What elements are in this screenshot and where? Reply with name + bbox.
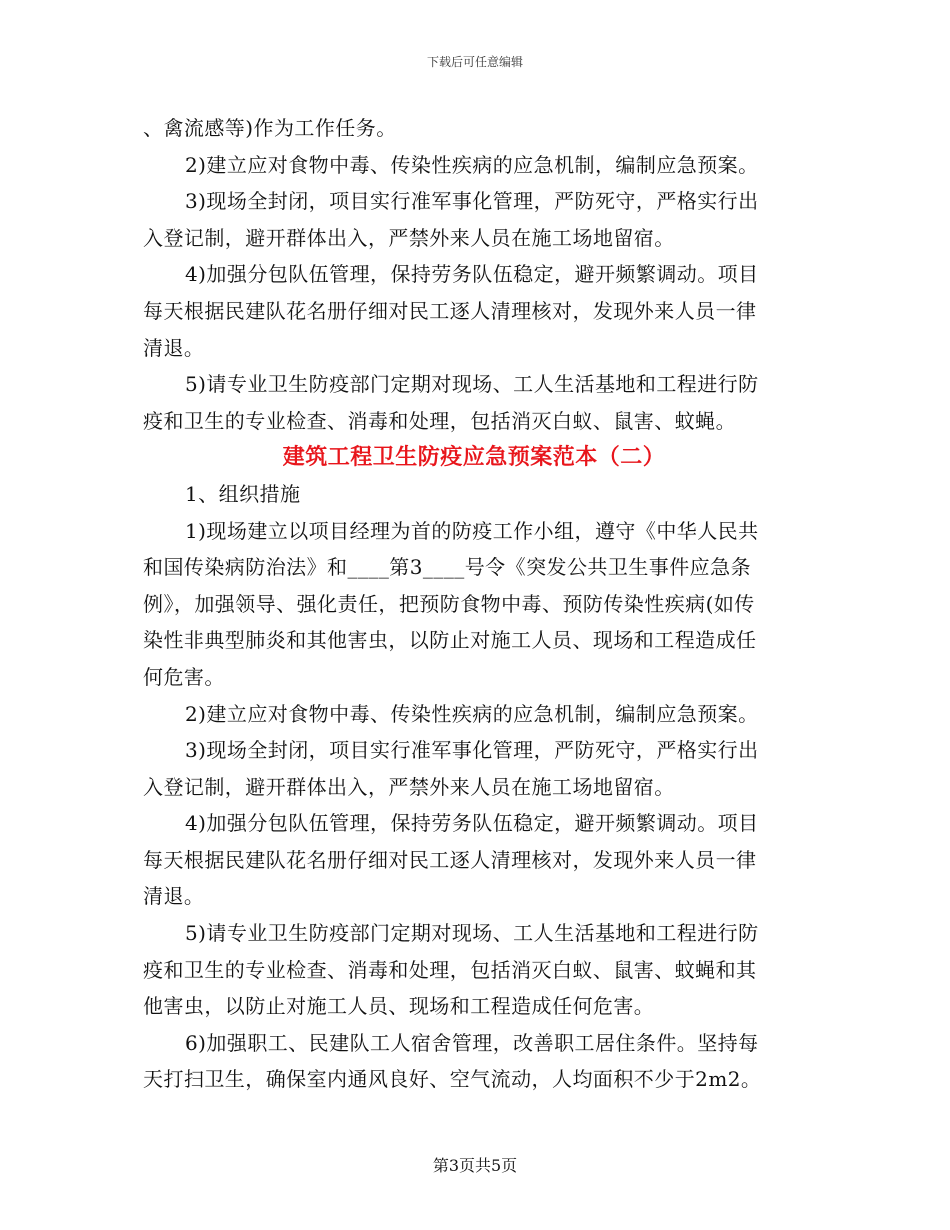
- paragraph-line: 3)现场全封闭，项目实行准军事化管理，严防死守，严格实行出: [185, 738, 759, 763]
- paragraph-line: 染性非典型肺炎和其他害虫，以防止对施工人员、现场和工程造成任: [143, 628, 757, 653]
- paragraph-line: 入登记制，避开群体出入，严禁外来人员在施工场地留宿。: [143, 774, 675, 799]
- paragraph-line: 6)加强职工、民建队工人宿舍管理，改善职工居住条件。坚持每: [185, 1030, 759, 1055]
- paragraph-line: 和国传染病防治法》和____第3____号令《突发公共卫生事件应急条: [143, 555, 752, 580]
- paragraph-line: 5)请专业卫生防疫部门定期对现场、工人生活基地和工程进行防: [185, 921, 759, 946]
- paragraph-line: 、禽流感等)作为工作任务。: [143, 116, 397, 140]
- page-header-note: 下载后可任意编辑: [426, 55, 523, 69]
- page-number: 第3页共5页: [432, 1156, 518, 1175]
- section-heading: 建筑工程卫生防疫应急预案范本（二）: [282, 444, 666, 471]
- paragraph-line: 4)加强分包队伍管理，保持劳务队伍稳定，避开频繁调动。项目: [185, 811, 759, 836]
- paragraph-line: 例》，加强领导、强化责任，把预防食物中毒、预防传染性疾病(如传: [143, 591, 755, 616]
- paragraph-line: 每天根据民建队花名册仔细对民工逐人清理核对，发现外来人员一律: [143, 847, 757, 872]
- paragraph-line: 疫和卫生的专业检查、消毒和处理，包括消灭白蚁、鼠害、蚊蝇和其: [143, 957, 757, 982]
- paragraph-line: 入登记制，避开群体出入，严禁外来人员在施工场地留宿。: [143, 225, 675, 250]
- paragraph-line: 4)加强分包队伍管理，保持劳务队伍稳定，避开频繁调动。项目: [185, 262, 759, 287]
- paragraph-line: 疫和卫生的专业检查、消毒和处理，包括消灭白蚁、鼠害、蚊蝇。: [143, 408, 737, 433]
- paragraph-line: 天打扫卫生，确保室内通风良好、空气流动，人均面积不少于2m2。: [143, 1067, 762, 1092]
- paragraph-line: 1)现场建立以项目经理为首的防疫工作小组，遵守《中华人民共: [185, 518, 759, 543]
- paragraph-line: 3)现场全封闭，项目实行准军事化管理，严防死守，严格实行出: [185, 189, 759, 214]
- paragraph-line: 2)建立应对食物中毒、传染性疾病的应急机制，编制应急预案。: [185, 152, 759, 177]
- paragraph-line: 5)请专业卫生防疫部门定期对现场、工人生活基地和工程进行防: [185, 372, 759, 397]
- paragraph-line: 清退。: [143, 335, 205, 360]
- document-body: [143, 110, 805, 1098]
- paragraph-line: 2)建立应对食物中毒、传染性疾病的应急机制，编制应急预案。: [185, 701, 759, 726]
- paragraph-line: 何危害。: [143, 664, 225, 689]
- paragraph-line: 每天根据民建队花名册仔细对民工逐人清理核对，发现外来人员一律: [143, 298, 757, 323]
- paragraph-line: 1、组织措施: [185, 481, 301, 506]
- paragraph-line: 清退。: [143, 884, 205, 909]
- paragraph-line: 他害虫，以防止对施工人员、现场和工程造成任何危害。: [143, 994, 655, 1019]
